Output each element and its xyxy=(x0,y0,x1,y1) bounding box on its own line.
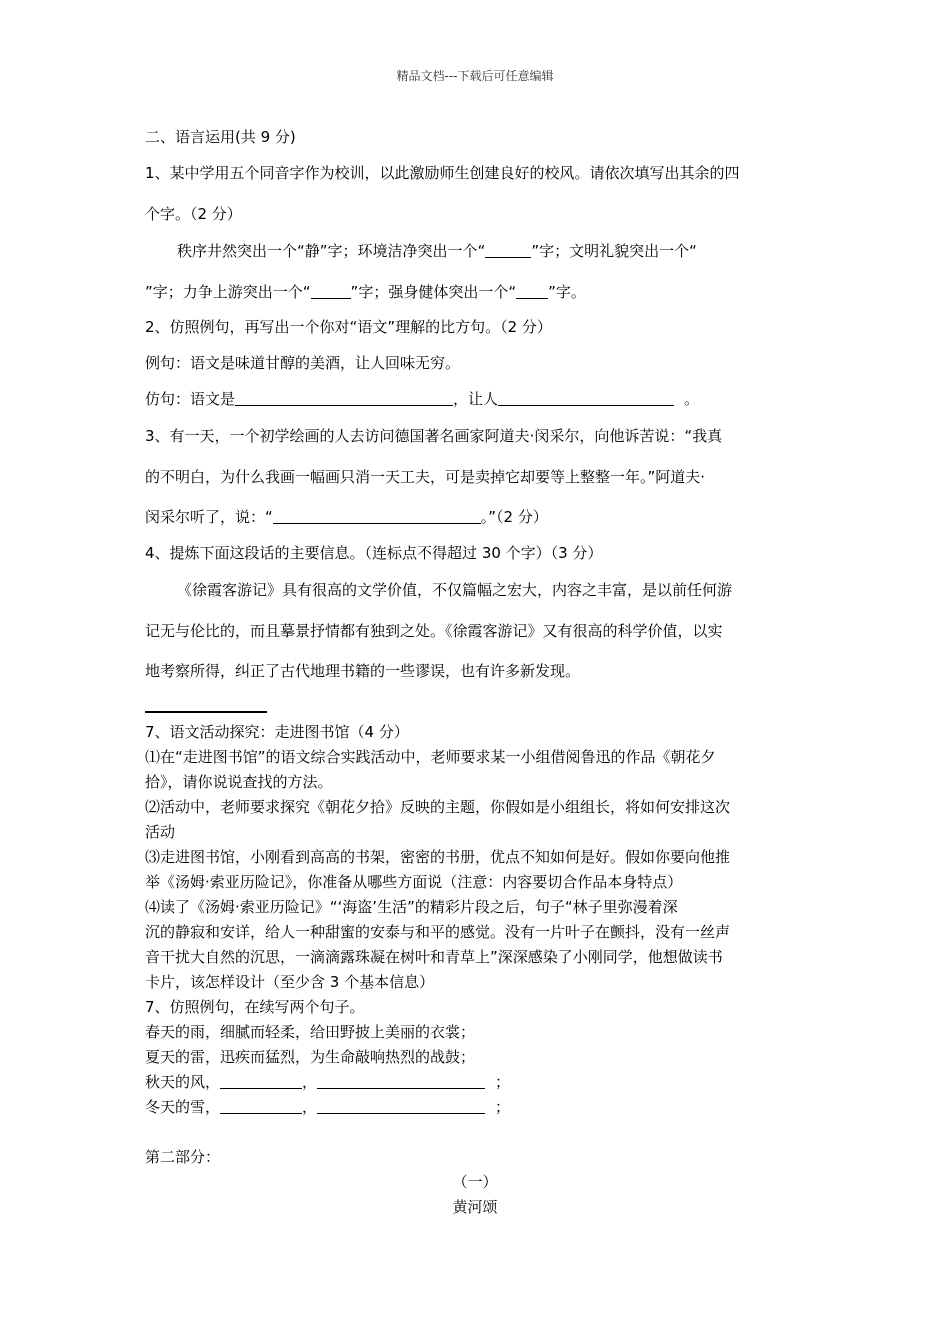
answer-blank[interactable] xyxy=(317,1073,485,1089)
page-header: 精品文档---下载后可任意编辑 xyxy=(396,69,554,83)
answer-blank[interactable] xyxy=(516,283,548,299)
answer-blank[interactable] xyxy=(273,508,481,524)
q7a-line: 音干扰大自然的沉思，一滴滴露珠凝在树叶和青草上”深深感染了小刚同学，他想做读书 xyxy=(145,948,723,966)
semicolon: ； xyxy=(495,1073,511,1091)
q7b-fill2-lead: 冬天的雪， xyxy=(145,1098,221,1116)
q3-line1: 3、有一天，一个初学绘画的人去访问德国著名画家阿道夫·闵采尔，向他诉苦说：“我真 xyxy=(145,427,723,445)
answer-blank[interactable] xyxy=(317,1098,485,1114)
answer-blank[interactable] xyxy=(235,390,453,406)
section-title: 二、语言运用(共 9 分) xyxy=(145,128,296,146)
part2-title: 黄河颂 xyxy=(452,1198,498,1216)
q1-line3-text-b: ”字；文明礼貌突出一个“ xyxy=(531,242,697,260)
q2-imit-text-c: 。 xyxy=(684,390,700,408)
q1-line3 xyxy=(177,241,697,261)
q4-para-line1: 《徐霞客游记》具有很高的文学价值，不仅篇幅之宏大，内容之丰富，是以前任何游 xyxy=(177,581,733,599)
q3-line3-text-b: 。”（2 分） xyxy=(480,508,548,526)
q1-line1: 1、某中学用五个同音字作为校训，以此激励师生创建良好的校风。请依次填写出其余的四 xyxy=(145,164,740,182)
answer-blank[interactable] xyxy=(220,1073,302,1089)
q7a-line: ⑷读了《汤姆·索亚历险记》“‘海盗’生活”的精彩片段之后，句子“林子里弥漫着深 xyxy=(145,898,678,916)
q7a-line: ⑶走进图书馆，小刚看到高高的书架，密密的书册，优点不知如何是好。假如你要向他推 xyxy=(145,848,731,866)
q1-line4-text-a: ”字；力争上游突出一个“ xyxy=(145,283,311,301)
q1-line4-text-c: ”字。 xyxy=(548,283,586,301)
divider-rule xyxy=(145,711,267,713)
q7a-line: 沉的静寂和安详，给人一种甜蜜的安泰与和平的感觉。没有一片叶子在颤抖，没有一丝声 xyxy=(145,923,731,941)
q7a-line: 卡片，该怎样设计（至少含 3 个基本信息） xyxy=(145,973,435,991)
part2-label: 第二部分： xyxy=(145,1148,221,1166)
q7b-example1: 春天的雨，细腻而轻柔，给田野披上美丽的衣裳； xyxy=(145,1023,476,1041)
semicolon: ； xyxy=(495,1098,511,1116)
q7a-line: 拾》，请你说说查找的方法。 xyxy=(145,773,333,791)
q7a-title: 7、语文活动探究：走进图书馆（4 分） xyxy=(145,723,409,741)
q7b-fill1-lead: 秋天的风， xyxy=(145,1073,221,1091)
q7a-line: ⑵活动中，老师要求探究《朝花夕拾》反映的主题，你假如是小组组长，将如何安排这次 xyxy=(145,798,731,816)
answer-blank[interactable] xyxy=(220,1098,302,1114)
comma: ， xyxy=(302,1073,318,1091)
q1-line3-text-a: 秩序井然突出一个“静”字；环境洁净突出一个“ xyxy=(177,242,486,260)
q2-line1: 2、仿照例句，再写出一个你对“语文”理解的比方句。（2 分） xyxy=(145,318,552,336)
q1-line4-text-b: ”字；强身健体突出一个“ xyxy=(350,283,517,301)
q7b-fill1 xyxy=(145,1072,510,1092)
answer-blank[interactable] xyxy=(485,242,531,258)
q4-line1: 4、提炼下面这段话的主要信息。（连标点不得超过 30 个字）（3 分） xyxy=(145,544,603,562)
part2-number: （一） xyxy=(452,1173,498,1191)
answer-blank[interactable] xyxy=(498,390,674,406)
comma: ， xyxy=(302,1098,318,1116)
answer-blank[interactable] xyxy=(311,283,351,299)
q7b-example2: 夏天的雷，迅疾而猛烈，为生命敲响热烈的战鼓； xyxy=(145,1048,476,1066)
q7b-fill2 xyxy=(145,1097,510,1117)
q1-line4 xyxy=(145,282,586,302)
q4-para-line3: 地考察所得，纠正了古代地理书籍的一些谬误，也有许多新发现。 xyxy=(145,662,581,680)
q1-line2: 个字。（2 分） xyxy=(145,205,242,223)
q2-imit-text-a: 仿句：语文是 xyxy=(145,390,236,408)
q3-line3 xyxy=(145,507,548,527)
q2-imit-text-b: ，让人 xyxy=(453,390,499,408)
q2-example: 例句：语文是味道甘醇的美酒，让人回味无穷。 xyxy=(145,354,461,372)
q7a-line: ⑴在“走进图书馆”的语文综合实践活动中，老师要求某一小组借阅鲁迅的作品《朝花夕 xyxy=(145,748,716,766)
q7a-line: 活动 xyxy=(145,823,176,841)
q7a-line: 举《汤姆·索亚历险记》，你准备从哪些方面说（注意：内容要切合作品本身特点） xyxy=(145,873,683,891)
q7b-title: 7、仿照例句，在续写两个句子。 xyxy=(145,998,365,1016)
q4-para-line2: 记无与伦比的，而且摹景抒情都有独到之处。《徐霞客游记》又有很高的科学价值，以实 xyxy=(145,622,723,640)
q2-imitation xyxy=(145,389,699,409)
q3-line2: 的不明白，为什么我画一幅画只消一天工夫，可是卖掉它却要等上整整一年。”阿道夫· xyxy=(145,468,706,486)
q3-line3-text-a: 闵采尔听了，说：“ xyxy=(145,508,273,526)
